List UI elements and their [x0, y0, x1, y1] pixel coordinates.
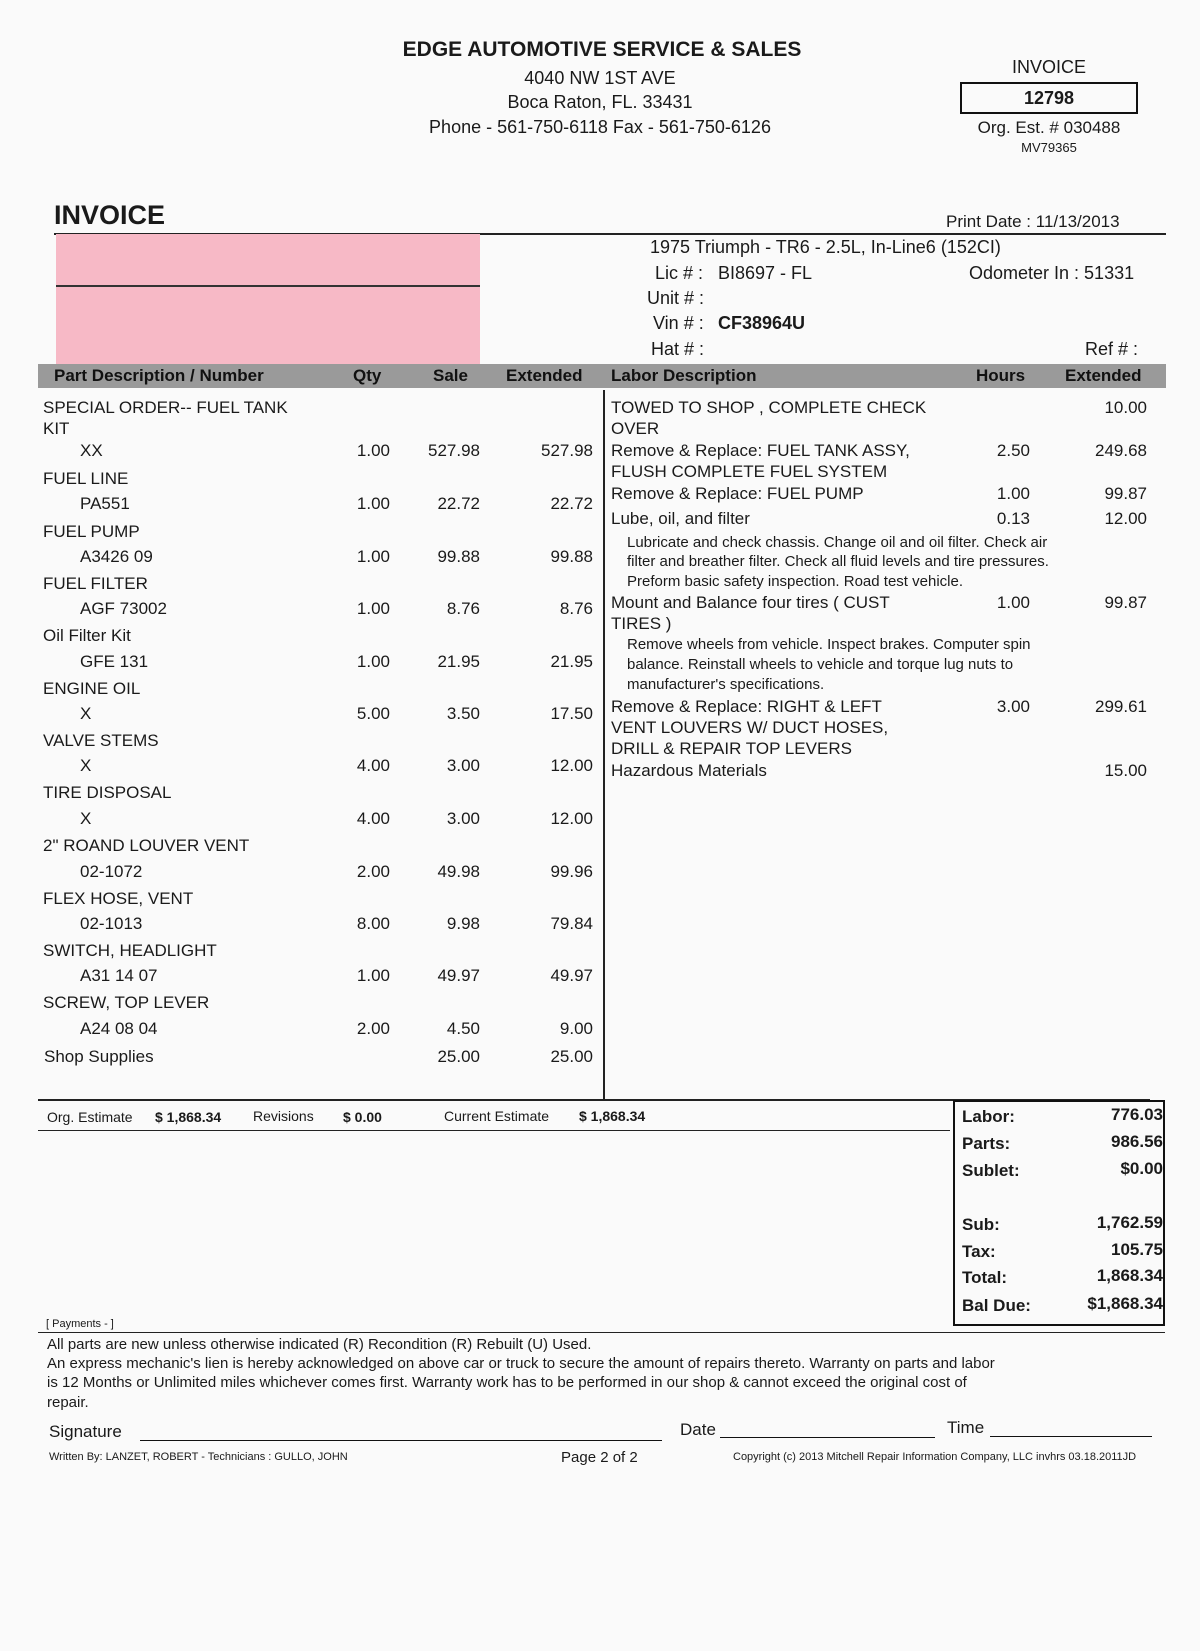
footer-divider: [38, 1332, 1165, 1333]
col-sale: Sale: [433, 366, 468, 385]
time-label: Time: [947, 1418, 985, 1437]
part-description: ENGINE OIL: [43, 679, 141, 698]
part-sale: 22.72: [437, 494, 480, 513]
column-divider: [603, 390, 605, 1100]
part-description: Oil Filter Kit: [43, 626, 131, 645]
labor-description: Remove & Replace: FUEL PUMP: [611, 484, 864, 503]
part-sale: 3.00: [446, 756, 480, 775]
invoice-number: 12798: [960, 82, 1138, 114]
company-address: 4040 NW 1ST AVE: [524, 68, 676, 88]
part-number: X: [80, 704, 92, 723]
signature-line[interactable]: [140, 1440, 662, 1441]
labor-extended: 299.61: [1095, 697, 1147, 716]
signature-label: Signature: [49, 1422, 122, 1441]
part-description: FUEL PUMP: [43, 522, 140, 541]
page-number: Page 2 of 2: [561, 1449, 638, 1466]
column-header-bar: [38, 364, 1166, 388]
part-sale: 49.98: [437, 862, 480, 881]
labor-note: Remove wheels from vehicle. Inspect brakes. Computer spin: [627, 636, 1031, 653]
col-qty: Qty: [353, 366, 382, 385]
part-sale: 3.00: [446, 809, 480, 828]
parts-condition-note: All parts are new unless otherwise indicated (R) Recondition (R) Rebuilt (U) Used.: [47, 1336, 592, 1353]
labor-description: Remove & Replace: RIGHT & LEFT: [611, 697, 882, 716]
col-part-description: Part Description / Number: [54, 366, 264, 385]
part-sale: 527.98: [428, 441, 480, 460]
labor-extended: 99.87: [1104, 484, 1147, 503]
part-extended: 99.96: [550, 862, 593, 881]
part-qty: 1.00: [356, 441, 390, 460]
current-estimate-value: $ 1,868.34: [579, 1108, 646, 1124]
date-label: Date: [680, 1420, 716, 1439]
redacted-customer-info: [56, 234, 480, 364]
labor-description-cont: TIRES ): [611, 614, 672, 633]
total-label: Total:: [962, 1268, 1008, 1287]
copyright: Copyright (c) 2013 Mitchell Repair Information Company, LLC invhrs 03.18.2011JD: [733, 1451, 1137, 1463]
invoice-label: INVOICE: [1011, 57, 1086, 77]
part-extended: 9.00: [559, 1019, 593, 1038]
part-qty: 2.00: [356, 1019, 390, 1038]
part-description: 2" ROAND LOUVER VENT: [43, 836, 250, 855]
tax-label: Tax:: [962, 1242, 996, 1261]
part-number: 02-1013: [80, 914, 143, 933]
mv-number: MV79365: [1021, 140, 1077, 155]
part-number: GFE 131: [80, 652, 149, 671]
org-estimate-value: $ 1,868.34: [155, 1109, 222, 1125]
labor-extended: 99.87: [1104, 593, 1147, 612]
unit-number: Unit # :: [647, 288, 705, 308]
part-qty: 1.00: [356, 966, 390, 985]
date-line[interactable]: [720, 1437, 935, 1438]
time-line[interactable]: [990, 1436, 1152, 1437]
part-description: SCREW, TOP LEVER: [43, 993, 210, 1012]
labor-extended: 10.00: [1104, 398, 1147, 417]
part-number: A24 08 04: [80, 1019, 158, 1038]
part-qty: 1.00: [356, 652, 390, 671]
part-extended: 79.84: [550, 914, 593, 933]
part-description-cont: KIT: [43, 419, 70, 438]
labor-note: manufacturer's specifications.: [627, 676, 825, 693]
part-sale: 49.97: [437, 966, 480, 985]
part-extended: 17.50: [550, 704, 593, 723]
vin-label: Vin # :: [653, 313, 704, 333]
sublet-label: Sublet:: [962, 1161, 1020, 1180]
license-value: BI8697 - FL: [718, 263, 813, 283]
subtotal-value: 1,762.59: [1096, 1213, 1163, 1232]
lien-text: An express mechanic's lien is hereby acknowledged on above car or truck to secure the amount of repairs thereto. Warranty on parts and labor: [47, 1355, 995, 1372]
license-label: Lic # :: [655, 263, 704, 283]
company-name: EDGE AUTOMOTIVE SERVICE & SALES: [402, 38, 802, 61]
part-description: FUEL FILTER: [43, 574, 148, 593]
ref-number: Ref # :: [1085, 339, 1139, 359]
part-number: AGF 73002: [80, 599, 167, 618]
part-number: PA551: [80, 494, 130, 513]
estimate-underline: [38, 1130, 950, 1131]
part-number: A31 14 07: [80, 966, 158, 985]
company-phone-fax: Phone - 561-750-6118 Fax - 561-750-6126: [429, 117, 771, 137]
labor-note: Lubricate and check chassis. Change oil and oil filter. Check air: [627, 534, 1048, 551]
vin-value: CF38964U: [718, 313, 806, 333]
col-hours: Hours: [976, 366, 1026, 385]
part-number: 02-1072: [80, 862, 143, 881]
hat-number: Hat # :: [651, 339, 705, 359]
labor-description-cont: VENT LOUVERS W/ DUCT HOSES,: [611, 718, 889, 737]
tax-value: 105.75: [1111, 1240, 1163, 1259]
labor-description: Mount and Balance four tires ( CUST: [611, 593, 890, 612]
lien-text: repair.: [47, 1394, 89, 1411]
labor-hours: 0.13: [996, 509, 1030, 528]
part-number: XX: [80, 441, 103, 460]
shop-supplies-sale: 25.00: [437, 1047, 480, 1066]
part-description: TIRE DISPOSAL: [43, 783, 172, 802]
part-extended: 12.00: [550, 809, 593, 828]
part-description: SWITCH, HEADLIGHT: [43, 941, 217, 960]
col-labor-description: Labor Description: [611, 366, 757, 385]
part-qty: 4.00: [356, 756, 390, 775]
subtotal-label: Sub:: [962, 1215, 1000, 1234]
labor-note: filter and breather filter. Check all fluid levels and tire pressures.: [627, 553, 1049, 570]
parts-total-label: Parts:: [962, 1134, 1011, 1153]
labor-description-cont: FLUSH COMPLETE FUEL SYSTEM: [611, 462, 888, 481]
labor-hours: 3.00: [996, 697, 1030, 716]
part-extended: 21.95: [550, 652, 593, 671]
page-title: INVOICE: [54, 200, 166, 230]
labor-extended: 12.00: [1104, 509, 1147, 528]
col-labor-extended: Extended: [1065, 366, 1142, 385]
part-sale: 3.50: [446, 704, 480, 723]
vehicle-description: 1975 Triumph - TR6 - 2.5L, In-Line6 (152CI): [650, 237, 1001, 257]
revisions-value: $ 0.00: [343, 1109, 382, 1125]
part-sale: 21.95: [437, 652, 480, 671]
labor-total-label: Labor:: [962, 1107, 1015, 1126]
part-sale: 99.88: [437, 547, 480, 566]
balance-due-label: Bal Due:: [962, 1296, 1031, 1315]
col-extended: Extended: [506, 366, 583, 385]
part-sale: 9.98: [446, 914, 480, 933]
redaction-divider: [56, 285, 480, 287]
part-description: VALVE STEMS: [43, 731, 159, 750]
part-qty: 4.00: [356, 809, 390, 828]
labor-description: Hazardous Materials: [611, 761, 767, 780]
part-number: X: [80, 809, 92, 828]
shop-supplies-extended: 25.00: [550, 1047, 593, 1066]
total-value: 1,868.34: [1096, 1266, 1163, 1285]
labor-hours: 1.00: [996, 593, 1030, 612]
sublet-value: $0.00: [1120, 1159, 1163, 1178]
org-estimate-label: Org. Estimate: [47, 1109, 133, 1125]
revisions-label: Revisions: [253, 1108, 314, 1124]
company-city: Boca Raton, FL. 33431: [507, 92, 693, 112]
labor-description: TOWED TO SHOP , COMPLETE CHECK: [611, 398, 927, 417]
part-number: X: [80, 756, 92, 775]
labor-description: Remove & Replace: FUEL TANK ASSY,: [611, 441, 910, 460]
part-extended: 8.76: [559, 599, 593, 618]
part-extended: 49.97: [550, 966, 593, 985]
labor-extended: 15.00: [1104, 761, 1147, 780]
written-by: Written By: LANZET, ROBERT - Technicians : GULLO, JOHN: [49, 1451, 348, 1463]
part-qty: 2.00: [356, 862, 390, 881]
part-extended: 527.98: [541, 441, 593, 460]
part-qty: 1.00: [356, 494, 390, 513]
labor-total-value: 776.03: [1111, 1105, 1163, 1124]
part-qty: 1.00: [356, 599, 390, 618]
balance-due-value: $1,868.34: [1087, 1294, 1163, 1313]
part-description: FLEX HOSE, VENT: [43, 889, 194, 908]
odometer-in: Odometer In : 51331: [969, 263, 1135, 283]
parts-total-value: 986.56: [1111, 1132, 1163, 1151]
labor-hours: 1.00: [996, 484, 1030, 503]
part-extended: 99.88: [550, 547, 593, 566]
labor-description-cont: DRILL & REPAIR TOP LEVERS: [611, 739, 852, 758]
labor-note: Preform basic safety inspection. Road test vehicle.: [627, 573, 963, 590]
org-estimate-number: Org. Est. # 030488: [977, 118, 1121, 137]
part-description: FUEL LINE: [43, 469, 129, 488]
part-description: SPECIAL ORDER-- FUEL TANK: [43, 398, 288, 417]
current-estimate-label: Current Estimate: [444, 1108, 550, 1124]
part-qty: 5.00: [356, 704, 390, 723]
part-extended: 12.00: [550, 756, 593, 775]
labor-note: balance. Reinstall wheels to vehicle and torque lug nuts to: [627, 656, 1014, 673]
print-date: Print Date : 11/13/2013: [946, 212, 1120, 231]
part-sale: 8.76: [446, 599, 480, 618]
part-extended: 22.72: [550, 494, 593, 513]
part-number: A3426 09: [80, 547, 153, 566]
lien-text: is 12 Months or Unlimited miles whichever comes first. Warranty work has to be performed in our shop & cannot exceed the original cost of: [47, 1374, 967, 1391]
payments-note: [ Payments - ]: [46, 1318, 114, 1330]
labor-hours: 2.50: [996, 441, 1030, 460]
part-sale: 4.50: [446, 1019, 480, 1038]
part-qty: 1.00: [356, 547, 390, 566]
part-qty: 8.00: [356, 914, 390, 933]
labor-extended: 249.68: [1095, 441, 1147, 460]
labor-description-cont: OVER: [611, 419, 660, 438]
labor-description: Lube, oil, and filter: [611, 509, 750, 528]
shop-supplies-label: Shop Supplies: [44, 1047, 154, 1066]
